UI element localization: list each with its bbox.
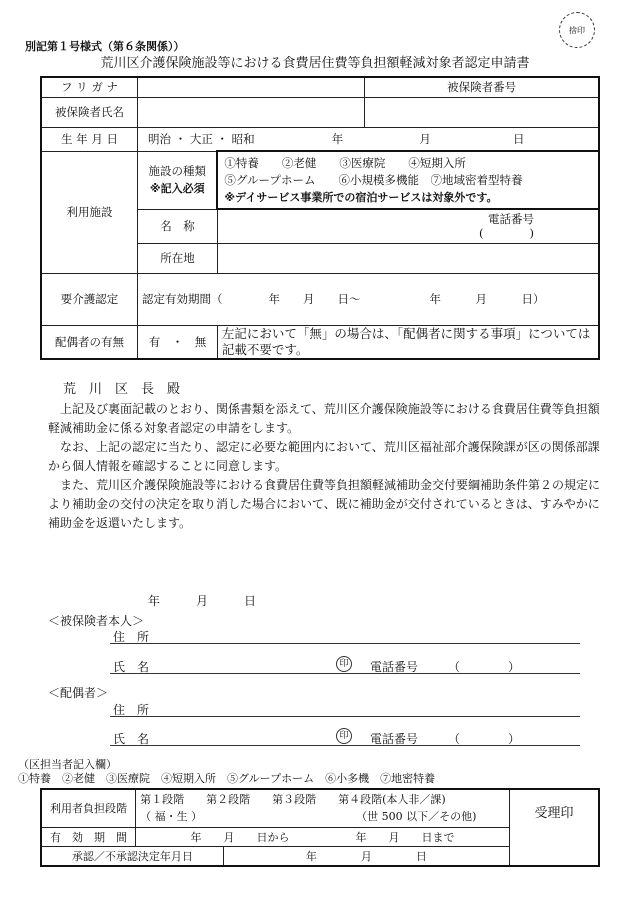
insured-name-label: 被保険者氏名 (41, 97, 138, 127)
stage-line1: 第１段階 第２段階 第３段階 第４段階(本人非／課) (140, 793, 446, 807)
furigana-label: フ リ ガ ナ (41, 77, 138, 97)
declaration-text (48, 400, 600, 533)
day-service-warning: ※デイサービス事業所での宿泊サービスは対象外です。 (224, 190, 498, 204)
insured-phone-parens: （ ） (448, 660, 521, 674)
dob-month: 月 (419, 131, 431, 146)
facility-phone-label: 電話番号 (488, 212, 534, 227)
facility-section-label: 利用施設 (41, 151, 138, 273)
facility-types-line1: ①特養 ②老健 ③医療院 ④短期入所 (224, 155, 466, 170)
decision-date-label: 承認／不承認決定年月日 (41, 846, 223, 866)
insured-name-line[interactable] (110, 673, 580, 674)
spouse-address-label: 住 所 (113, 703, 150, 717)
form-label: 別記第１号様式（第６条関係）） (25, 40, 185, 53)
spouse-address-line[interactable] (110, 716, 580, 717)
insured-number-label: 被保険者番号 (365, 77, 599, 97)
facility-phone-parens: ( ) (479, 226, 534, 241)
spouse-name-sig-label: 氏 名 (113, 732, 150, 746)
office-use-table (40, 788, 600, 867)
valid-period-field[interactable]: 年 月 日から 年 月 日まで (136, 827, 510, 846)
dob-year: 年 (331, 131, 344, 146)
stage-label: 利用者負担段階 (41, 789, 136, 827)
spouse-label: 配偶者の有無 (41, 325, 138, 359)
facility-type-label: 施設の種類 (148, 164, 206, 178)
application-table (40, 76, 600, 360)
care-period-field[interactable]: 認定有効期間（ 年 月 日～ 年 月 日） (138, 273, 599, 325)
valid-period-label: 有 効 期 間 (41, 827, 136, 846)
form-title: 荒川区介護保険施設等における食費居住費等負担額軽減対象者認定申請書 (100, 56, 530, 71)
furigana-field[interactable] (138, 77, 365, 97)
declaration-paragraph: 上記及び裏面記載のとおり、関係書類を添えて、荒川区介護保険施設等における食費居住費等負担額軽減補助金に係る対象者認定の申請をします。 (48, 402, 600, 435)
spouse-signer-header: ＜配偶者＞ (48, 686, 109, 700)
facility-address-field[interactable] (217, 243, 599, 273)
declaration-paragraph: なお、上記の認定に当たり、認定に必要な範囲内において、荒川区福祉部介護保険課が区の関係部課から個人情報を確認することに同意します。 (48, 440, 600, 473)
dob-field[interactable] (138, 127, 599, 151)
receipt-label: 受理印 (534, 806, 574, 821)
decision-date-field[interactable]: 年 月 日 (223, 846, 509, 866)
facility-type-field[interactable] (217, 151, 599, 209)
office-service-list: ①特養 ②老健 ③医療院 ④短期入所 ⑤グループホーム ⑥小多機 ⑦地密特養 (18, 772, 436, 785)
dob-day: 日 (513, 131, 525, 146)
spouse-name-line[interactable] (110, 745, 580, 746)
stage-field[interactable] (136, 789, 510, 827)
facility-name-label: 名 称 (138, 209, 218, 243)
spouse-seal: 印 (336, 728, 352, 744)
spouse-options[interactable]: 有 ・ 無 (138, 325, 218, 359)
office-use-header: （区担当者記入欄） (18, 758, 117, 771)
insured-seal: 印 (336, 656, 352, 672)
spouse-phone-label: 電話番号 (370, 732, 419, 746)
stamp-text: 捨印 (569, 25, 585, 35)
signature-date[interactable]: 年 月 日 (148, 594, 257, 608)
care-cert-label: 要介護認定 (41, 273, 138, 325)
spouse-note: 左記において「無」の場合は、「配偶者に関する事項」については記載不要です。 (217, 325, 599, 359)
facility-address-label: 所在地 (138, 243, 218, 273)
spouse-phone-parens: （ ） (448, 732, 521, 746)
insured-name-sig-label: 氏 名 (113, 660, 150, 674)
required-note: ※記入必須 (149, 182, 205, 195)
receipt-stamp-box[interactable] (509, 789, 599, 866)
insured-address-line[interactable] (110, 643, 580, 644)
insured-name-field[interactable] (138, 97, 365, 127)
insured-number-field[interactable] (365, 97, 599, 127)
insured-phone-label: 電話番号 (370, 660, 419, 674)
facility-types-line2: ⑤グループホーム ⑥小規模多機能 ⑦地域密着型特養 (224, 172, 523, 187)
stamp-circle (559, 12, 595, 48)
facility-name-field[interactable] (217, 209, 599, 243)
insured-address-label: 住 所 (113, 630, 150, 644)
stage-line2: （ 福・生 ） （世 500 以下／その他) (140, 810, 477, 824)
insured-signer-header: ＜被保険者本人＞ (48, 614, 145, 628)
dob-label: 生 年 月 日 (41, 127, 138, 151)
era-options: 明治 ・ 大正 ・ 昭和 (148, 131, 255, 146)
declaration-paragraph: また、荒川区介護保険施設等における食費居住費等負担額軽減補助金交付要綱補助条件第２の規定により補助金の交付の決定を取り消した場合において、既に補助金が交付されているときは、すみやかに補助金を返還いたします。 (48, 478, 601, 530)
addressee: 荒 川 区 長 殿 (63, 382, 181, 397)
